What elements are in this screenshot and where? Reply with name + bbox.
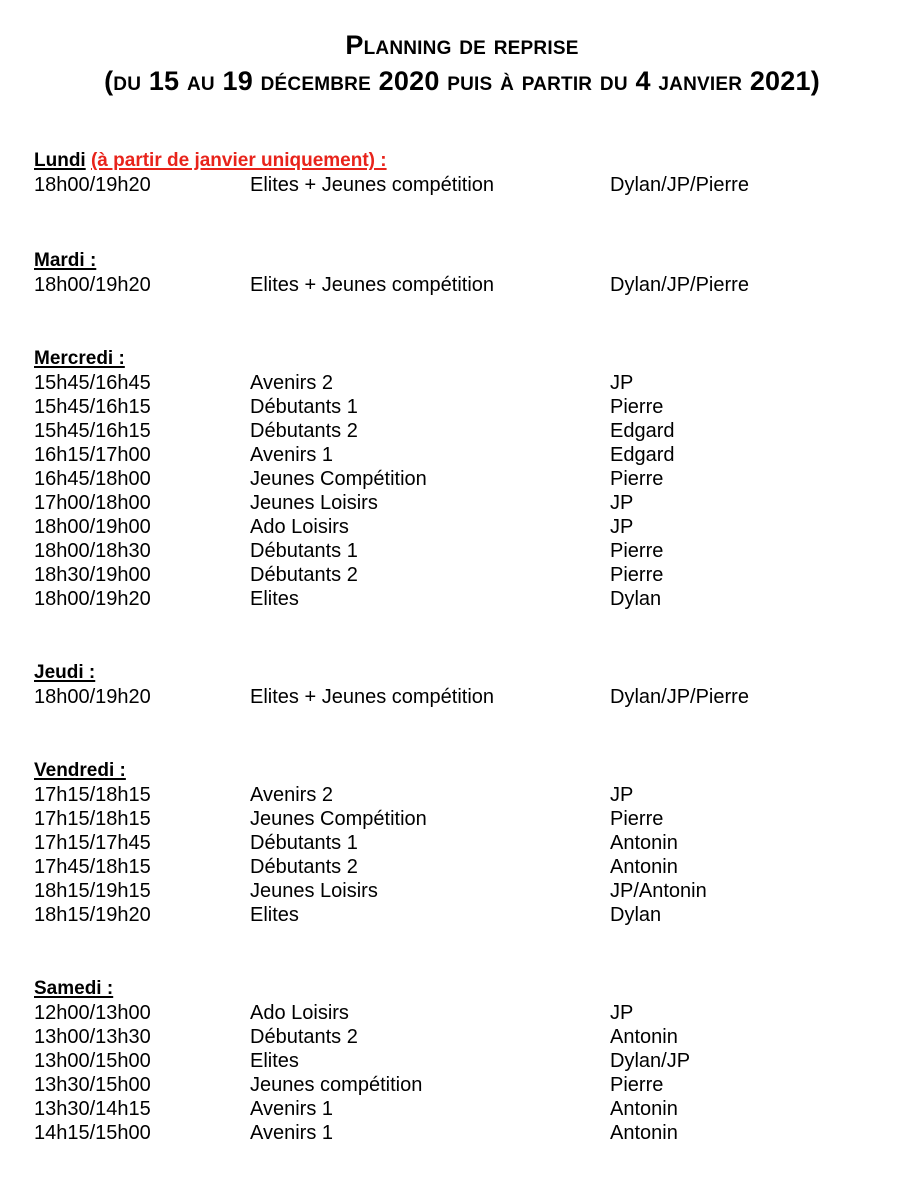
time-slot: 15h45/16h15 bbox=[34, 396, 151, 418]
schedule-row bbox=[34, 395, 894, 419]
day-heading bbox=[34, 661, 894, 685]
coach-name: Pierre bbox=[610, 564, 664, 586]
coach-name: Dylan bbox=[610, 588, 662, 610]
schedule-row bbox=[34, 1121, 894, 1145]
time-slot: 17h45/18h15 bbox=[34, 856, 151, 878]
group-name: Elites bbox=[250, 588, 299, 610]
page-title: Planning de reprise bbox=[345, 30, 579, 60]
coach-name: Antonin bbox=[610, 1122, 678, 1144]
time-slot: 18h15/19h15 bbox=[34, 880, 151, 902]
schedule-row bbox=[34, 685, 894, 709]
day-note: (à partir de janvier uniquement) : bbox=[90, 150, 387, 171]
coach-name: Pierre bbox=[610, 468, 664, 490]
day-section-lundi bbox=[34, 149, 894, 197]
time-slot: 17h15/17h45 bbox=[34, 832, 151, 854]
schedule-row bbox=[34, 491, 894, 515]
group-name: Ado Loisirs bbox=[250, 1002, 349, 1024]
coach-name: Pierre bbox=[610, 396, 664, 418]
group-name: Jeunes Loisirs bbox=[250, 880, 378, 902]
time-slot: 18h00/19h20 bbox=[34, 588, 151, 610]
time-slot: 18h00/18h30 bbox=[34, 540, 151, 562]
day-name: Samedi : bbox=[34, 978, 114, 999]
coach-name: Dylan/JP/Pierre bbox=[610, 686, 749, 708]
group-name: Elites + Jeunes compétition bbox=[250, 274, 495, 296]
group-name: Ado Loisirs bbox=[250, 516, 349, 538]
group-name: Elites bbox=[250, 1050, 299, 1072]
schedule-row bbox=[34, 515, 894, 539]
group-name: Jeunes Compétition bbox=[250, 468, 427, 490]
group-name: Débutants 2 bbox=[250, 1026, 358, 1048]
group-name: Elites + Jeunes compétition bbox=[250, 686, 495, 708]
time-slot: 13h00/13h30 bbox=[34, 1026, 151, 1048]
coach-name: Antonin bbox=[610, 1026, 678, 1048]
day-name: Jeudi : bbox=[34, 662, 96, 683]
group-name: Jeunes Compétition bbox=[250, 808, 427, 830]
schedule-row bbox=[34, 783, 894, 807]
coach-name: Dylan/JP/Pierre bbox=[610, 174, 749, 196]
coach-name: Edgard bbox=[610, 420, 675, 442]
schedule-row bbox=[34, 1025, 894, 1049]
coach-name: JP bbox=[610, 1002, 634, 1024]
coach-name: Dylan/JP/Pierre bbox=[610, 274, 749, 296]
day-name: Mercredi : bbox=[34, 348, 125, 369]
coach-name: JP bbox=[610, 784, 634, 806]
group-name: Débutants 2 bbox=[250, 420, 358, 442]
schedule-row bbox=[34, 1049, 894, 1073]
day-name: Mardi : bbox=[34, 250, 97, 271]
time-slot: 17h15/18h15 bbox=[34, 784, 151, 806]
group-name: Débutants 1 bbox=[250, 540, 358, 562]
day-section-vendredi bbox=[34, 759, 894, 927]
schedule-row bbox=[34, 371, 894, 395]
group-name: Elites + Jeunes compétition bbox=[250, 174, 495, 196]
time-slot: 13h30/15h00 bbox=[34, 1074, 151, 1096]
day-section-mardi bbox=[34, 249, 894, 297]
time-slot: 15h45/16h45 bbox=[34, 372, 151, 394]
coach-name: Dylan/JP bbox=[610, 1050, 691, 1072]
day-heading bbox=[34, 759, 894, 783]
coach-name: Antonin bbox=[610, 856, 678, 878]
time-slot: 14h15/15h00 bbox=[34, 1122, 151, 1144]
coach-name: Pierre bbox=[610, 540, 664, 562]
time-slot: 17h00/18h00 bbox=[34, 492, 151, 514]
time-slot: 18h00/19h00 bbox=[34, 516, 151, 538]
day-heading bbox=[34, 347, 894, 371]
page-subtitle: (du 15 au 19 décembre 2020 puis à partir du 4 janvier 2021) bbox=[104, 66, 820, 96]
coach-name: JP bbox=[610, 372, 634, 394]
schedule-row bbox=[34, 1073, 894, 1097]
schedule-row bbox=[34, 831, 894, 855]
schedule-row bbox=[34, 807, 894, 831]
day-section-samedi bbox=[34, 977, 894, 1145]
group-name: Avenirs 2 bbox=[250, 372, 334, 394]
schedule-row bbox=[34, 273, 894, 297]
coach-name: Pierre bbox=[610, 808, 664, 830]
time-slot: 17h15/18h15 bbox=[34, 808, 151, 830]
coach-name: JP bbox=[610, 516, 634, 538]
schedule-row bbox=[34, 563, 894, 587]
group-name: Avenirs 1 bbox=[250, 1122, 334, 1144]
coach-name: JP bbox=[610, 492, 634, 514]
time-slot: 13h30/14h15 bbox=[34, 1098, 151, 1120]
schedule-row bbox=[34, 539, 894, 563]
schedule-row bbox=[34, 467, 894, 491]
time-slot: 18h15/19h20 bbox=[34, 904, 151, 926]
schedule-row bbox=[34, 1097, 894, 1121]
coach-name: Antonin bbox=[610, 832, 678, 854]
group-name: Débutants 2 bbox=[250, 856, 358, 878]
coach-name: Edgard bbox=[610, 444, 675, 466]
day-heading bbox=[34, 249, 894, 273]
coach-name: Dylan bbox=[610, 904, 662, 926]
time-slot: 18h30/19h00 bbox=[34, 564, 151, 586]
schedule-row bbox=[34, 855, 894, 879]
coach-name: JP/Antonin bbox=[610, 880, 707, 902]
schedule-row bbox=[34, 443, 894, 467]
group-name: Avenirs 2 bbox=[250, 784, 334, 806]
group-name: Jeunes Loisirs bbox=[250, 492, 378, 514]
time-slot: 18h00/19h20 bbox=[34, 686, 151, 708]
time-slot: 13h00/15h00 bbox=[34, 1050, 151, 1072]
time-slot: 16h15/17h00 bbox=[34, 444, 151, 466]
schedule-row bbox=[34, 419, 894, 443]
coach-name: Antonin bbox=[610, 1098, 678, 1120]
time-slot: 18h00/19h20 bbox=[34, 174, 151, 196]
coach-name: Pierre bbox=[610, 1074, 664, 1096]
schedule-row bbox=[34, 587, 894, 611]
day-section-mercredi bbox=[34, 347, 894, 611]
day-name: Vendredi : bbox=[34, 760, 126, 781]
schedule-row bbox=[34, 879, 894, 903]
schedule-row bbox=[34, 173, 894, 197]
group-name: Jeunes compétition bbox=[250, 1074, 423, 1096]
schedule-row bbox=[34, 1001, 894, 1025]
day-heading bbox=[34, 977, 894, 1001]
group-name: Débutants 2 bbox=[250, 564, 358, 586]
time-slot: 15h45/16h15 bbox=[34, 420, 151, 442]
day-name: Lundi bbox=[34, 150, 86, 171]
group-name: Débutants 1 bbox=[250, 396, 358, 418]
group-name: Débutants 1 bbox=[250, 832, 358, 854]
day-section-jeudi bbox=[34, 661, 894, 709]
time-slot: 18h00/19h20 bbox=[34, 274, 151, 296]
group-name: Avenirs 1 bbox=[250, 444, 334, 466]
schedule-row bbox=[34, 903, 894, 927]
group-name: Elites bbox=[250, 904, 299, 926]
day-heading bbox=[34, 149, 894, 173]
time-slot: 16h45/18h00 bbox=[34, 468, 151, 490]
group-name: Avenirs 1 bbox=[250, 1098, 334, 1120]
time-slot: 12h00/13h00 bbox=[34, 1002, 151, 1024]
